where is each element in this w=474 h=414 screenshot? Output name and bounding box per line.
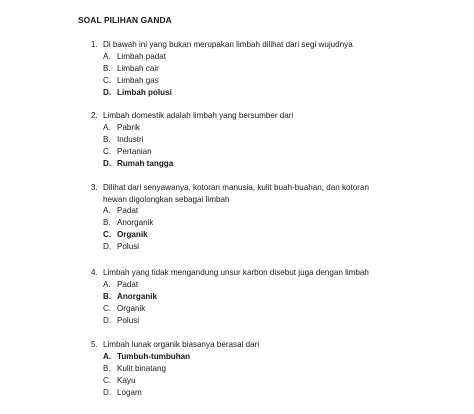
option-a xyxy=(91,122,391,134)
option-text: Padat xyxy=(117,279,139,289)
question-2 xyxy=(91,110,391,170)
option-letter: D. xyxy=(103,387,112,397)
option-letter: B. xyxy=(103,363,111,373)
option-text: Limbah polusi xyxy=(117,87,172,97)
option-text: Pabrik xyxy=(117,122,140,132)
option-c xyxy=(91,75,391,87)
option-letter: C. xyxy=(103,375,112,385)
question-text: Di bawah ini yang bukan merupakan limbah dilihat dari segi wujudnya xyxy=(103,40,353,49)
option-c xyxy=(91,303,391,315)
option-text: Anorganik xyxy=(117,218,154,227)
option-text: Organik xyxy=(117,303,146,313)
option-letter: B. xyxy=(103,134,111,144)
option-b xyxy=(91,363,391,375)
option-text: Logam xyxy=(117,387,142,397)
option-c xyxy=(91,375,391,387)
option-letter: D. xyxy=(103,87,112,97)
question-number: 1. xyxy=(91,40,98,49)
option-list xyxy=(91,122,391,170)
question-text: Limbah domestik adalah limbah yang bersumber dari xyxy=(103,111,294,120)
option-text: Anorganik xyxy=(117,291,158,301)
option-text: Polusi xyxy=(117,242,140,251)
question-text: Limbah yang tidak mengandung unsur karbon disebut juga dengan limbah xyxy=(103,268,369,277)
option-a-answer xyxy=(91,351,391,363)
option-b xyxy=(91,134,391,146)
option-text: Limbah cair xyxy=(117,63,159,73)
option-text: Kulit binatang xyxy=(117,363,167,373)
option-list xyxy=(91,51,391,99)
option-letter: A. xyxy=(103,206,111,215)
question-1 xyxy=(91,39,391,99)
option-b-answer xyxy=(91,291,391,303)
option-letter: C. xyxy=(103,303,112,313)
question-text: Limbah lunak organik biasanya berasal dari xyxy=(103,340,260,349)
option-c xyxy=(91,146,391,158)
option-text: Organik xyxy=(117,230,148,239)
question-number: 3. xyxy=(91,183,98,192)
option-letter: A. xyxy=(103,51,111,61)
option-letter: B. xyxy=(103,63,111,73)
option-letter: A. xyxy=(103,351,112,361)
question-5 xyxy=(91,339,391,399)
option-d xyxy=(91,387,391,399)
option-text: Pertanian xyxy=(117,146,152,156)
option-b xyxy=(91,217,391,229)
question-number: 2. xyxy=(91,111,98,120)
option-letter: D. xyxy=(103,242,112,251)
option-text: Padat xyxy=(117,206,139,215)
option-list xyxy=(91,279,391,327)
option-a xyxy=(91,205,391,217)
option-a xyxy=(91,279,391,291)
option-letter: D. xyxy=(103,315,112,325)
question-3 xyxy=(91,182,391,253)
option-letter: C. xyxy=(103,75,112,85)
option-text: Limbah padat xyxy=(117,51,167,61)
option-b xyxy=(91,63,391,75)
option-text: Polusi xyxy=(117,315,140,325)
document-title: SOAL PILIHAN GANDA xyxy=(78,15,172,25)
option-text: Rumah tangga xyxy=(117,158,174,168)
option-letter: B. xyxy=(103,218,111,227)
option-list xyxy=(91,351,391,399)
option-d-answer xyxy=(91,87,391,99)
question-text: Dilihat dari senyawanya, kotoran manusia, kulit buah-buahan, dan kotoran hewan digolongkan sebagai limbah xyxy=(103,183,369,204)
option-d-answer xyxy=(91,158,391,170)
question-4 xyxy=(91,267,391,327)
option-letter: A. xyxy=(103,279,111,289)
option-letter: D. xyxy=(103,158,112,168)
option-d xyxy=(91,241,391,253)
option-letter: C. xyxy=(103,230,112,239)
question-number: 5. xyxy=(91,340,98,349)
option-text: Industri xyxy=(117,134,144,144)
option-letter: C. xyxy=(103,146,112,156)
option-text: Limbah gas xyxy=(117,75,159,85)
option-text: Tumbuh-tumbuhan xyxy=(117,351,191,361)
option-list xyxy=(91,205,391,253)
option-a xyxy=(91,51,391,63)
option-d xyxy=(91,315,391,327)
option-c-answer xyxy=(91,229,391,241)
option-letter: B. xyxy=(103,291,112,301)
question-number: 4. xyxy=(91,268,98,277)
option-letter: A. xyxy=(103,122,111,132)
option-text: Kayu xyxy=(117,375,136,385)
